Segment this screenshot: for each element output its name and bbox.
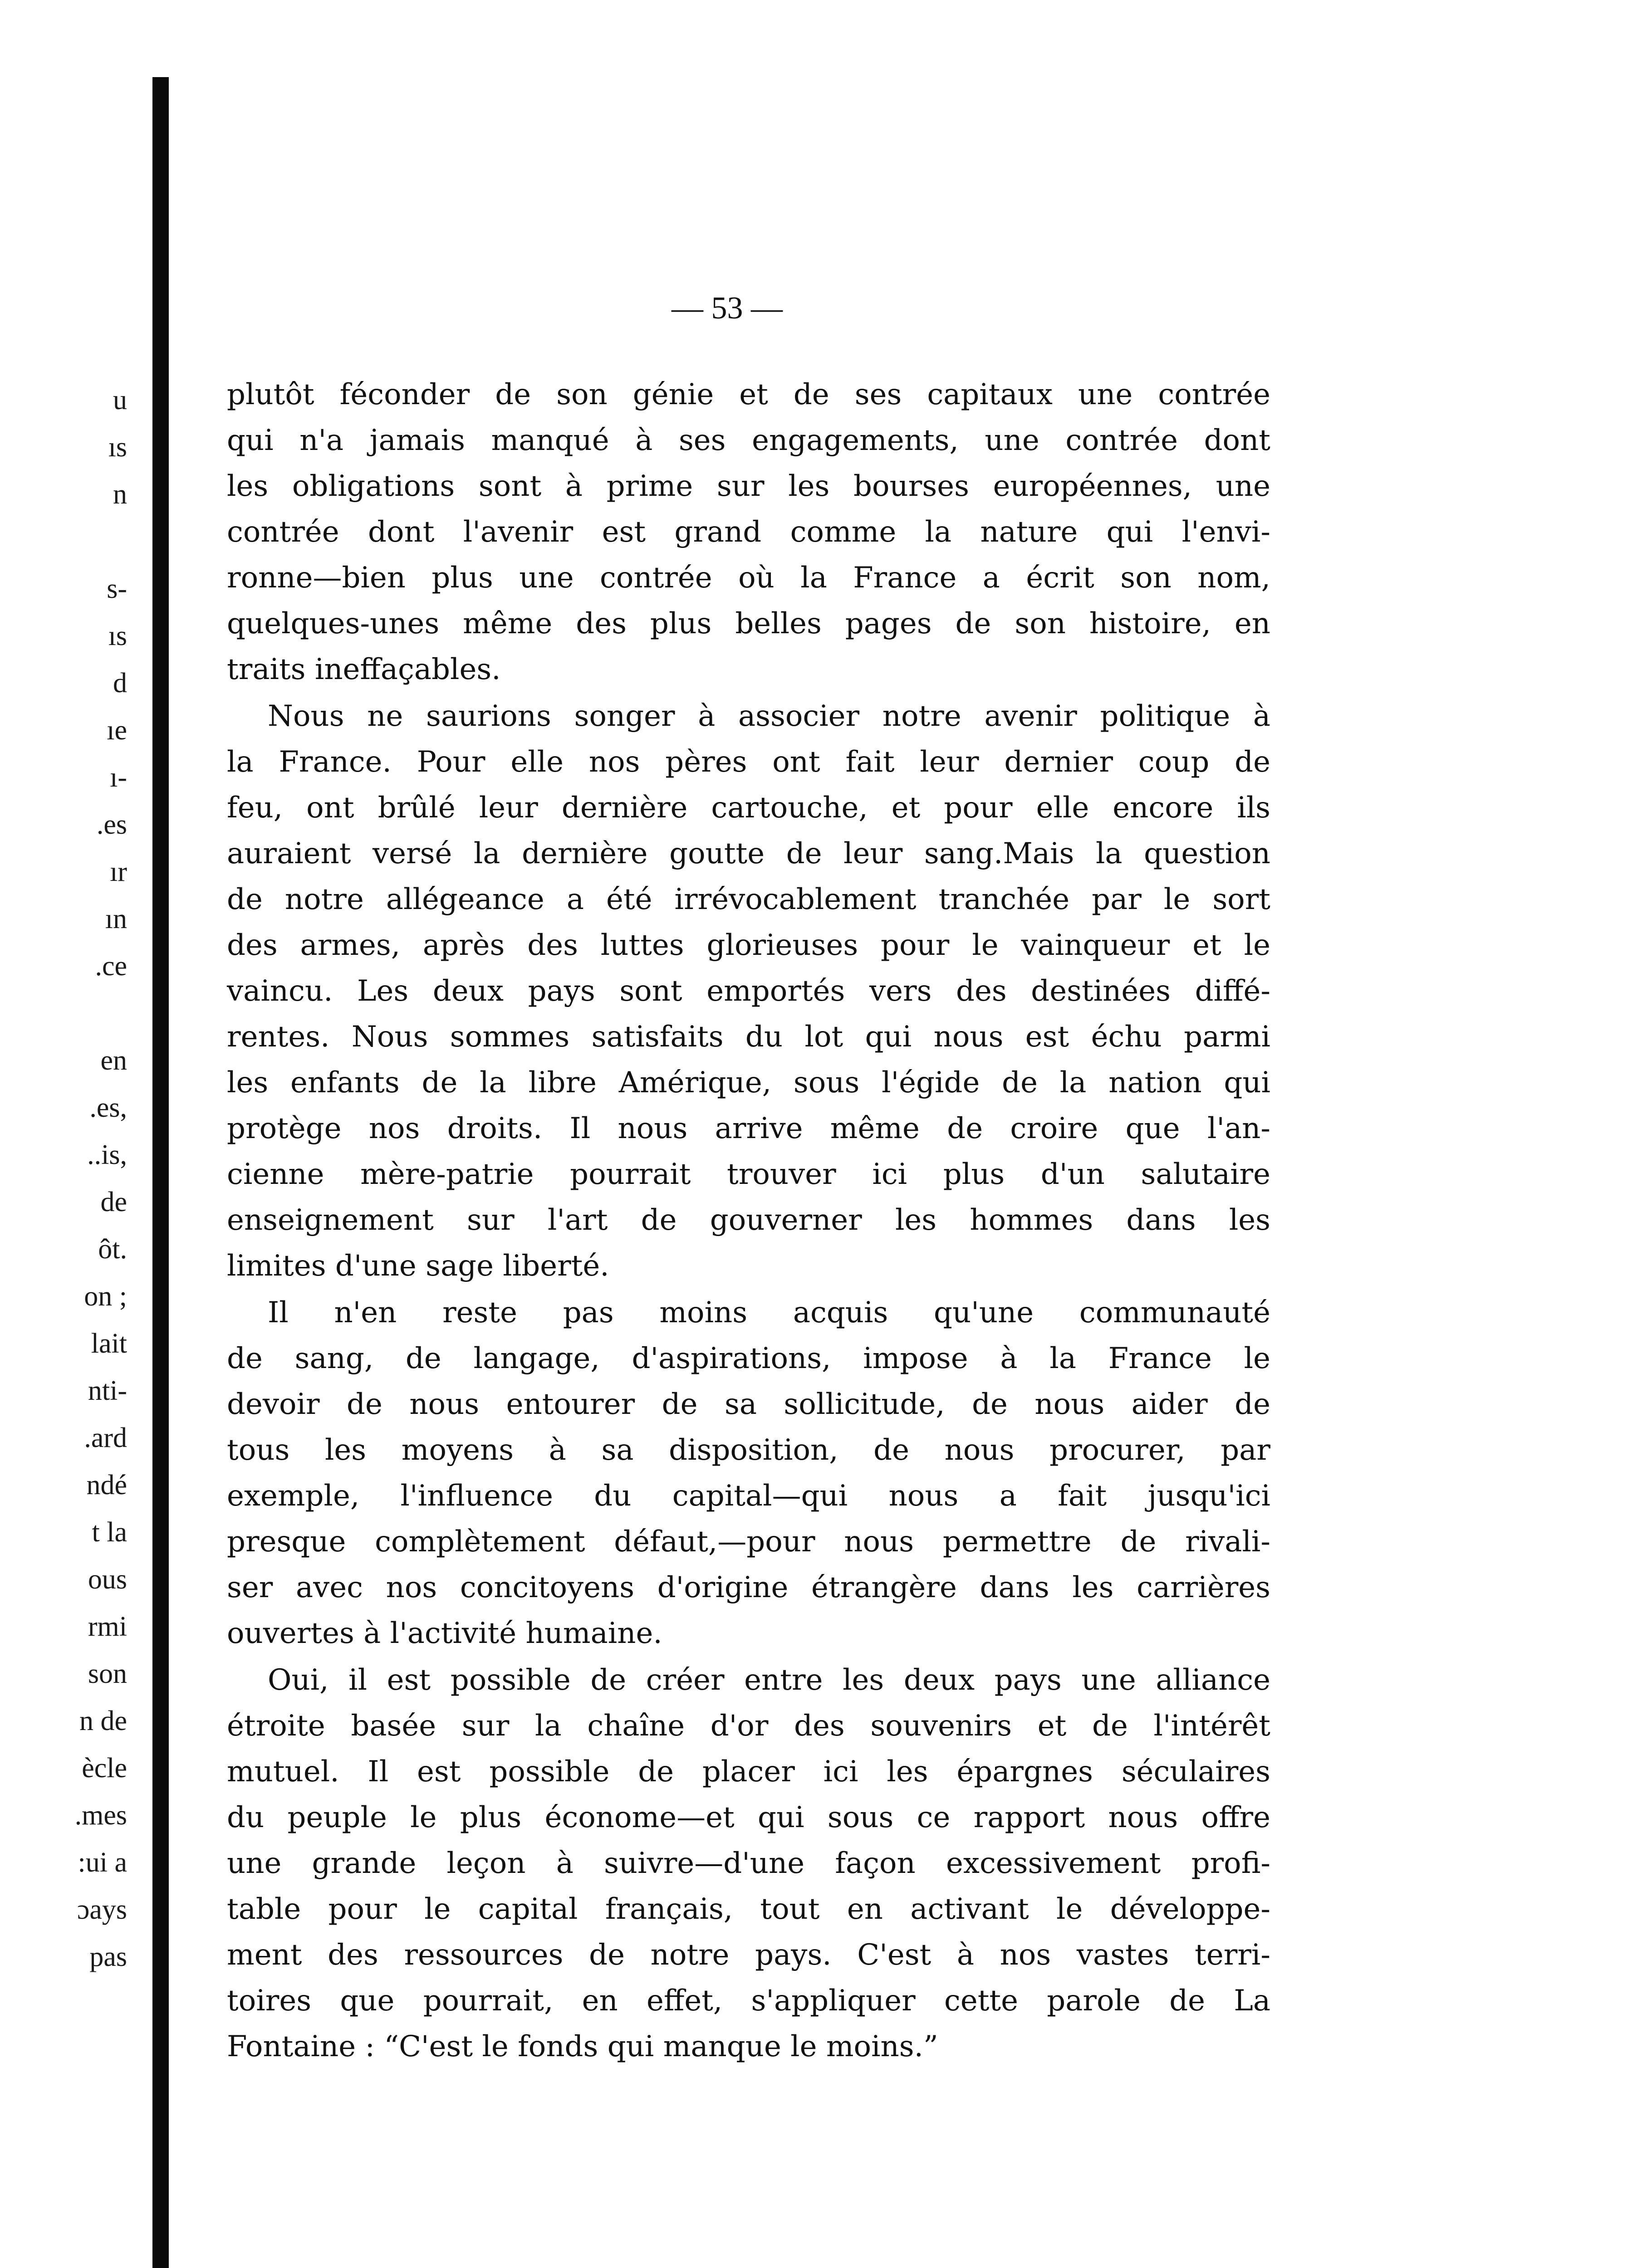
paragraph [227, 1290, 1270, 1657]
text-line: ment des ressources de notre pays. C'est à nos vastes terri- [227, 1938, 1270, 1972]
page-number: — 53 — [672, 291, 783, 326]
margin-fragment: rmi [88, 1611, 127, 1642]
text-line: traits ineffaçables. [227, 653, 501, 686]
margin-fragment: ın [105, 904, 127, 934]
margin-fragment: n de [79, 1706, 127, 1736]
text-line: une grande leçon à suivre—d'une façon excessivement profi- [227, 1847, 1270, 1880]
facing-page-margin-fragments [36, 376, 127, 1980]
text-line: feu, ont brûlé leur dernière cartouche, et pour elle encore ils [227, 791, 1270, 825]
margin-fragment: ècle [82, 1753, 127, 1784]
body-text [227, 372, 1270, 2071]
margin-fragment: ıs [108, 621, 127, 651]
text-line: Il n'en reste pas moins acquis qu'une communauté [268, 1296, 1270, 1330]
paragraph [227, 372, 1270, 693]
text-line: mutuel. Il est possible de placer ici les épargnes séculaires [227, 1755, 1270, 1789]
margin-fragment: ôt. [98, 1234, 127, 1265]
margin-fragment: t la [92, 1517, 127, 1548]
margin-fragment: d [113, 668, 127, 699]
text-line: qui n'a jamais manqué à ses engagements, une contrée dont [227, 424, 1270, 457]
text-line: presque complètement défaut,—pour nous permettre de rivali- [227, 1525, 1270, 1559]
margin-fragment: on ; [84, 1281, 127, 1312]
text-line: cienne mère-patrie pourrait trouver ici plus d'un salutaire [227, 1158, 1270, 1191]
margin-fragment: ndé [86, 1470, 127, 1501]
text-line: exemple, l'influence du capital—qui nous a fait jusqu'ici [227, 1479, 1270, 1513]
margin-fragment: pas [89, 1941, 127, 1972]
text-line: les obligations sont à prime sur les bourses européennes, une [227, 469, 1270, 503]
binding-shadow [152, 77, 169, 2268]
margin-fragment: ɔays [77, 1894, 127, 1925]
text-line: de sang, de langage, d'aspirations, impose à la France le [227, 1342, 1270, 1375]
margin-fragment: en [100, 1045, 127, 1076]
text-line: des armes, après des luttes glorieuses pour le vainqueur et le [227, 929, 1270, 962]
text-line: enseignement sur l'art de gouverner les hommes dans les [227, 1203, 1270, 1237]
margin-fragment: son [88, 1658, 127, 1689]
margin-fragment: .es, [89, 1092, 127, 1123]
text-line: protège nos droits. Il nous arrive même de croire que l'an- [227, 1112, 1270, 1145]
text-line: quelques-unes même des plus belles pages de son histoire, en [227, 607, 1270, 640]
text-line: de notre allégeance a été irrévocablement tranchée par le sort [227, 883, 1270, 916]
margin-fragment: ..is, [87, 1139, 127, 1170]
margin-fragment: de [100, 1187, 127, 1217]
text-line: table pour le capital français, tout en activant le développe- [227, 1892, 1270, 1926]
margin-fragment: nti- [88, 1375, 127, 1406]
margin-fragment: ı- [110, 762, 127, 793]
text-line: plutôt féconder de son génie et de ses capitaux une contrée [227, 378, 1270, 411]
paragraph [227, 1657, 1270, 2070]
text-line: limites d'une sage liberté. [227, 1249, 609, 1283]
text-line: ouvertes à l'activité humaine. [227, 1617, 662, 1650]
text-line: du peuple le plus économe—et qui sous ce rapport nous offre [227, 1801, 1270, 1834]
text-line: ser avec nos concitoyens d'origine étrangère dans les carrières [227, 1571, 1270, 1604]
text-line: vaincu. Les deux pays sont emportés vers des destinées diffé- [227, 974, 1270, 1008]
margin-fragment [36, 990, 127, 1037]
text-line: devoir de nous entourer de sa sollicitude, de nous aider de [227, 1388, 1270, 1421]
margin-fragment: .mes [74, 1800, 127, 1831]
margin-fragment: ıe [107, 715, 127, 746]
text-line: étroite basée sur la chaîne d'or des souvenirs et de l'intérêt [227, 1709, 1270, 1743]
text-line: Fontaine : “C'est le fonds qui manque le moins.” [227, 2030, 938, 2063]
margin-fragment: ıs [108, 432, 127, 463]
margin-fragment: :ui a [78, 1847, 127, 1878]
text-line: Nous ne saurions songer à associer notre avenir politique à [268, 699, 1270, 733]
text-line: Oui, il est possible de créer entre les deux pays une alliance [268, 1663, 1270, 1697]
text-line: tous les moyens à sa disposition, de nous procurer, par [227, 1433, 1270, 1467]
text-line: la France. Pour elle nos pères ont fait leur dernier coup de [227, 745, 1270, 779]
text-line: ronne—bien plus une contrée où la France a écrit son nom, [227, 561, 1270, 595]
margin-fragment: .ce [95, 951, 127, 982]
margin-fragment: s- [107, 573, 127, 604]
text-line: toires que pourrait, en effet, s'appliquer cette parole de La [227, 1984, 1270, 2018]
margin-fragment: lait [91, 1328, 127, 1359]
margin-fragment: ous [88, 1564, 127, 1595]
margin-fragment: .ard [84, 1422, 127, 1453]
margin-fragment: u [113, 385, 127, 415]
text-line: auraient versé la dernière goutte de leur sang.Mais la question [227, 837, 1270, 870]
text-line: rentes. Nous sommes satisfaits du lot qui nous est échu parmi [227, 1020, 1270, 1054]
margin-fragment: n [113, 479, 127, 510]
paragraph [227, 694, 1270, 1289]
text-line: contrée dont l'avenir est grand comme la nature qui l'envi- [227, 515, 1270, 549]
margin-fragment: .es [96, 809, 127, 840]
margin-fragment [36, 518, 127, 565]
margin-fragment: ır [110, 856, 127, 887]
text-line: les enfants de la libre Amérique, sous l'égide de la nation qui [227, 1066, 1270, 1100]
